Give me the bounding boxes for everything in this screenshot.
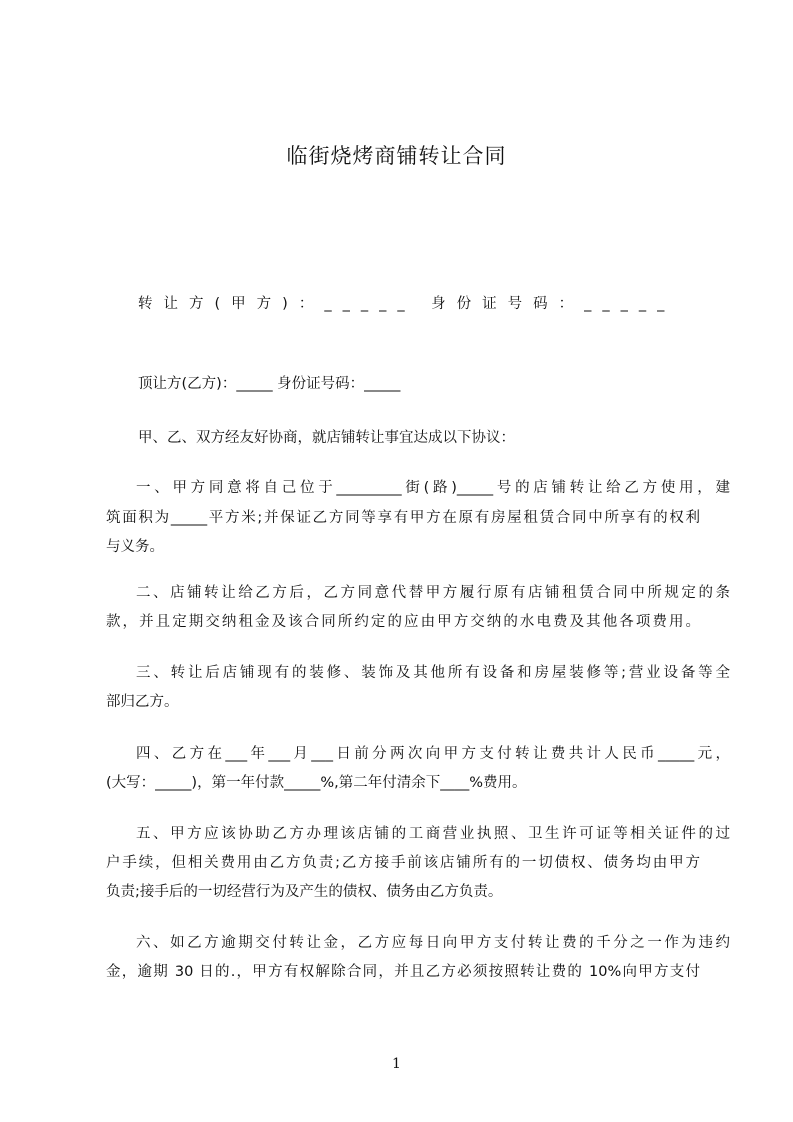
transferor-line: 转让方(甲方)：_____ 身份证号码：_____ <box>138 296 676 312</box>
clause-4-line-2: (大写：_____)，第一年付款_____%,第二年付清余下____%费用。 <box>106 775 527 791</box>
clause-3-line-2: 部归乙方。 <box>106 694 179 710</box>
clause-5-line-2: 户手续，但相关费用由乙方负责;乙方接手前该店铺所有的一切债权、债务均由甲方 <box>106 855 700 871</box>
intro-paragraph: 甲、乙、双方经友好协商，就店铺转让事宜达成以下协议： <box>138 430 515 446</box>
transferee-line: 顶让方(乙方)：_____ 身份证号码：_____ <box>138 376 401 392</box>
clause-4-line-1: 四、乙方在___年___月___日前分两次向甲方支付转让费共计人民币_____元， <box>136 746 730 762</box>
clause-5-line-3: 负责;接手后的一切经营行为及产生的债权、债务由乙方负责。 <box>106 884 503 900</box>
clause-6-line-2: 金，逾期 30 日的.，甲方有权解除合同，并且乙方必须按照转让费的 10%向甲方支付 <box>106 964 700 980</box>
clause-1-line-1: 一、甲方同意将自己位于_________街(路)_____号的店铺转让给乙方使用，建 <box>136 480 730 496</box>
clause-2-line-1: 二、店铺转让给乙方后，乙方同意代替甲方履行原有店铺租赁合同中所规定的条 <box>136 585 730 601</box>
clause-1-line-3: 与义务。 <box>106 539 164 555</box>
clause-5-line-1: 五、甲方应该协助乙方办理该店铺的工商营业执照、卫生许可证等相关证件的过 <box>136 826 730 842</box>
clause-3-line-1: 三、转让后店铺现有的装修、装饰及其他所有设备和房屋装修等;营业设备等全 <box>136 665 730 681</box>
clause-6-line-1: 六、如乙方逾期交付转让金，乙方应每日向甲方支付转让费的千分之一作为违约 <box>136 935 730 951</box>
page-number: 1 <box>392 1056 401 1072</box>
clause-1-line-2: 筑面积为_____平方米;并保证乙方同等享有甲方在原有房屋租赁合同中所享有的权利 <box>106 510 700 526</box>
clause-2-line-2: 款，并且定期交纳租金及该合同所约定的应由甲方交纳的水电费及其他各项费用。 <box>106 614 700 630</box>
page-title: 临街烧烤商铺转让合同 <box>286 144 507 168</box>
